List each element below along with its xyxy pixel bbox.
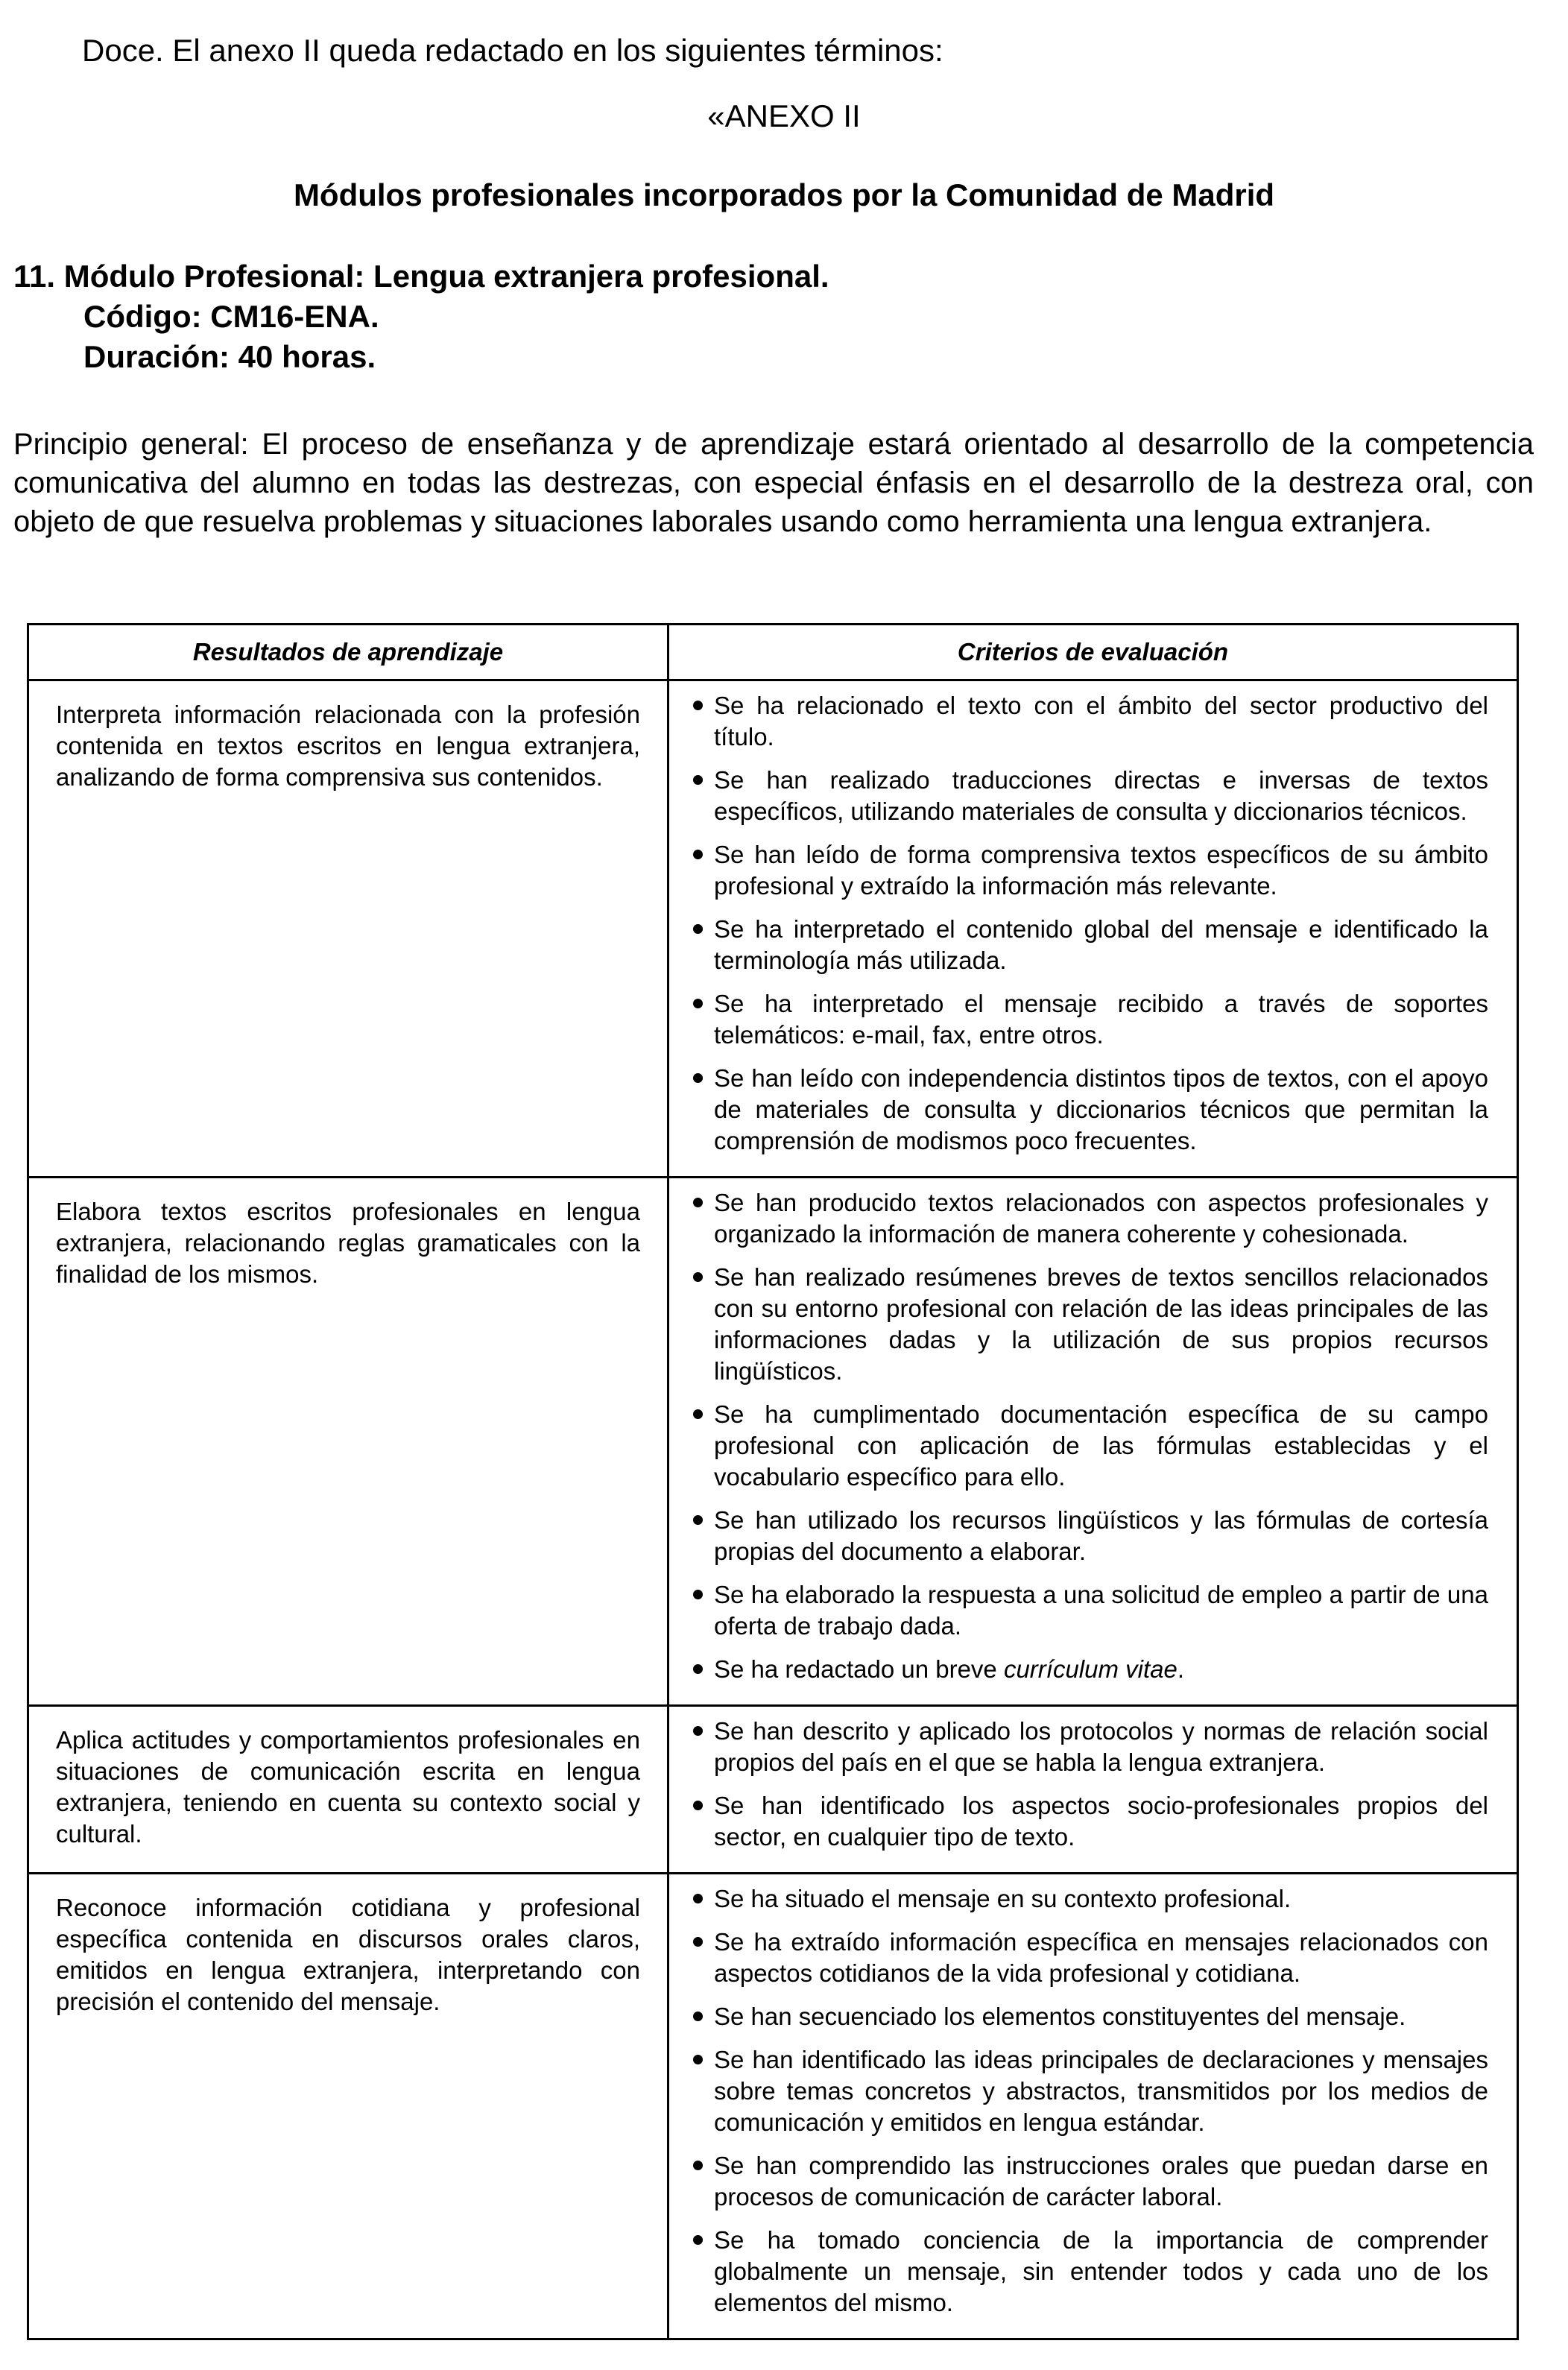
italic-term: currículum vitae <box>1003 1655 1177 1683</box>
criterion-item: Se ha interpretado el mensaje recibido a través de soportes telemáticos: e-mail, fax, entre otros. <box>692 988 1488 1051</box>
table-row <box>28 1874 1518 2339</box>
module-code: Código: CM16-ENA. <box>83 299 379 334</box>
criterion-item: Se ha cumplimentado documentación específica de su campo profesional con aplicación de las fórmulas establecidas y el vocabulario específico para ello. <box>692 1399 1488 1493</box>
criterion-item: Se han leído de forma comprensiva textos específicos de su ámbito profesional y extraído la información más relevante. <box>692 839 1488 902</box>
criterion-item: Se han identificado las ideas principales de declaraciones y mensajes sobre temas concretos y abstractos, transmitidos por los medios de comunicación y emitidos en lengua estándar. <box>692 2044 1488 2138</box>
annex-heading: «ANEXO II <box>707 98 861 133</box>
criterion-item: Se ha redactado un breve currículum vitae. <box>692 1654 1488 1685</box>
learning-result: Aplica actitudes y comportamientos profesionales en situaciones de comunicación escrita en lengua extranjera, teniendo en cuenta su contexto social y cultural. <box>28 1706 668 1874</box>
learning-result: Elabora textos escritos profesionales en lengua extranjera, relacionando reglas gramaticales con la finalidad de los mismos. <box>28 1178 668 1706</box>
criterion-item: Se han leído con independencia distintos tipos de textos, con el apoyo de materiales de consulta y diccionarios técnicos que permitan la comprensión de modismos poco frecuentes. <box>692 1063 1488 1157</box>
intro-text: Doce. El anexo II queda redactado en los siguientes términos: <box>82 33 943 68</box>
module-duration: Duración: 40 horas. <box>83 339 376 374</box>
learning-result: Interpreta información relacionada con la profesión contenida en textos escritos en lengua extranjera, analizando de forma comprensiva sus contenidos. <box>28 680 668 1178</box>
table-row <box>28 1706 1518 1874</box>
module-info <box>13 256 829 377</box>
criterion-item: Se han descrito y aplicado los protocolos y normas de relación social propios del país en el que se habla la lengua extranjera. <box>692 1716 1488 1778</box>
table-header-row <box>28 625 1518 680</box>
criterion-item: Se han comprendido las instrucciones orales que puedan darse en procesos de comunicación de carácter laboral. <box>692 2150 1488 2213</box>
criterion-item: Se han identificado los aspectos socio-profesionales propios del sector, en cualquier tipo de texto. <box>692 1790 1488 1853</box>
criterion-item: Se han utilizado los recursos lingüísticos y las fórmulas de cortesía propias del documento a elaborar. <box>692 1505 1488 1567</box>
learning-result: Reconoce información cotidiana y profesional específica contenida en discursos orales claros, emitidos en lengua extranjera, interpretando con precisión el contenido del mensaje. <box>28 1874 668 2339</box>
table-row <box>28 1178 1518 1706</box>
criteria-list <box>692 690 1488 1157</box>
criteria-list <box>692 1716 1488 1853</box>
criterion-item: Se ha elaborado la respuesta a una solicitud de empleo a partir de una oferta de trabajo dada. <box>692 1579 1488 1642</box>
criterion-item: Se ha situado el mensaje en su contexto profesional. <box>692 1883 1488 1915</box>
criterion-item: Se ha extraído información específica en mensajes relacionados con aspectos cotidianos de la vida profesional y cotidiana. <box>692 1927 1488 1989</box>
criterion-item: Se han realizado resúmenes breves de textos sencillos relacionados con su entorno profesional con relación de las ideas principales de las informaciones dadas y la utilización de sus propios recursos lingüísticos. <box>692 1262 1488 1387</box>
criteria-cell <box>668 680 1518 1178</box>
criteria-cell <box>668 1706 1518 1874</box>
criterion-item: Se ha tomado conciencia de la importancia de comprender globalmente un mensaje, sin entender todos y cada uno de los elementos del mismo. <box>692 2225 1488 2319</box>
criterion-item: Se han secuenciado los elementos constituyentes del mensaje. <box>692 2001 1488 2032</box>
criterion-item: Se han producido textos relacionados con aspectos profesionales y organizado la información de manera coherente y cohesionada. <box>692 1187 1488 1250</box>
criterion-item: Se ha relacionado el texto con el ámbito del sector productivo del título. <box>692 690 1488 753</box>
evaluation-table <box>27 623 1519 2340</box>
criteria-list <box>692 1187 1488 1685</box>
criteria-cell <box>668 1874 1518 2339</box>
general-principle: Principio general: El proceso de enseñanza y de aprendizaje estará orientado al desarrollo de la competencia comunicativa del alumno en todas las destrezas, con especial énfasis en el desarrollo de la destreza oral, con objeto de que resuelva problemas y situaciones laborales usando como herramienta una lengua extranjera. <box>13 428 1534 538</box>
criteria-list <box>692 1883 1488 2319</box>
page-title: Módulos profesionales incorporados por la Comunidad de Madrid <box>293 177 1275 212</box>
header-criteria: Criterios de evaluación <box>668 625 1518 680</box>
header-results: Resultados de aprendizaje <box>28 625 668 680</box>
criterion-item: Se han realizado traducciones directas e inversas de textos específicos, utilizando materiales de consulta y diccionarios técnicos. <box>692 765 1488 827</box>
criteria-cell <box>668 1178 1518 1706</box>
module-heading: 11. Módulo Profesional: Lengua extranjera profesional. <box>13 259 829 294</box>
criterion-item: Se ha interpretado el contenido global del mensaje e identificado la terminología más utilizada. <box>692 914 1488 976</box>
table-row <box>28 680 1518 1178</box>
